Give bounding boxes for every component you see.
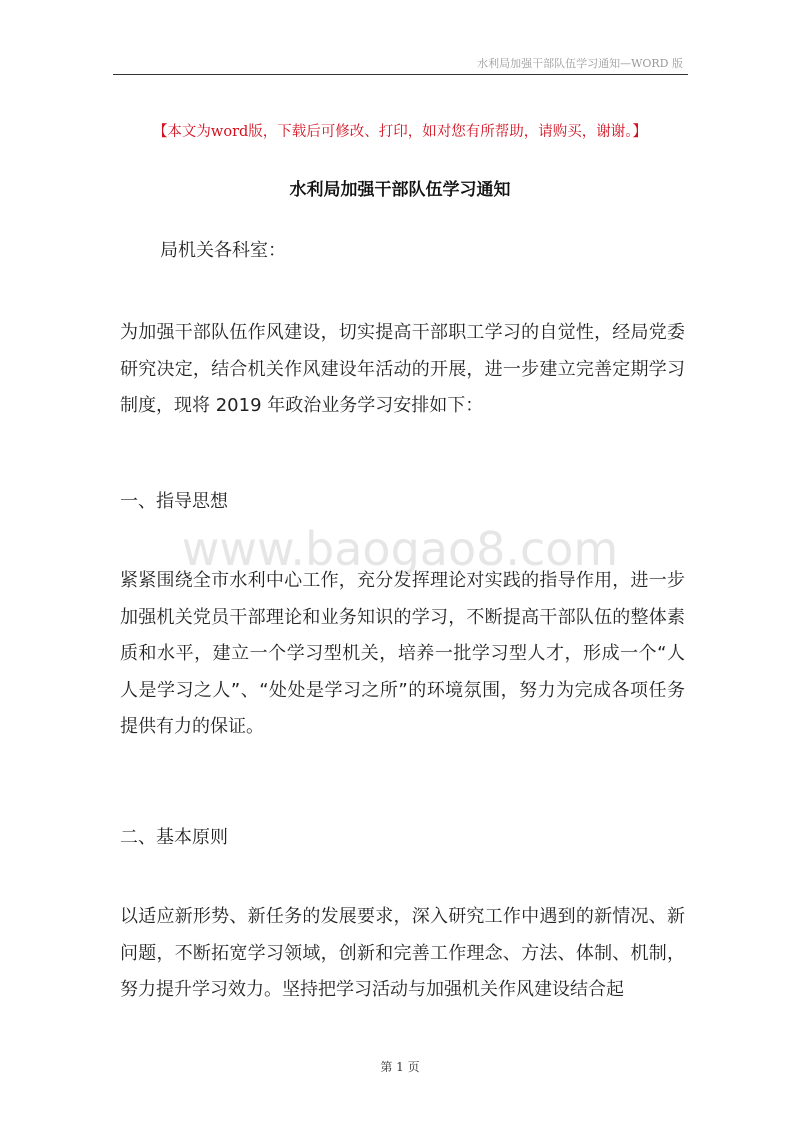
page-number: 第 1 页	[380, 1060, 420, 1074]
header-divider	[113, 74, 688, 75]
section-body-guiding-thought: 紧紧围绕全市水利中心工作，充分发挥理论对实践的指导作用，进一步加强机关党员干部理论和业务知识的学习，不断提高干部队伍的整体素质和水平，建立一个学习型机关，培养一批学习型人才，形成一个“人人是学习之人”、“处处是学习之所”的环境氛围，努力为完成各项任务提供有力的保证。	[120, 570, 685, 737]
intro-paragraph: 为加强干部队伍作风建设，切实提高干部职工学习的自觉性，经局党委研究决定，结合机关作风建设年活动的开展，进一步建立完善定期学习制度，现将 2019 年政治业务学习安排如下：	[120, 322, 685, 416]
section-body-basic-principles: 以适应新形势、新任务的发展要求，深入研究工作中遇到的新情况、新问题，不断拓宽学习领域，创新和完善工作理念、方法、体制、机制，努力提升学习效力。坚持把学习活动与加强机关作风建设结合起	[120, 906, 685, 1000]
section-heading-guiding-thought: 一、指导思想	[120, 491, 228, 512]
section-heading-basic-principles: 二、基本原则	[120, 827, 228, 848]
purchase-notice: 【本文为word版，下载后可修改、打印，如对您有所帮助，请购买，谢谢。】	[152, 124, 648, 140]
watermark: www.baogao8.com	[181, 522, 619, 576]
running-header: 水利局加强干部队伍学习通知—WORD 版	[477, 57, 683, 70]
salutation: 局机关各科室：	[160, 240, 286, 261]
document-title: 水利局加强干部队伍学习通知	[289, 180, 511, 200]
